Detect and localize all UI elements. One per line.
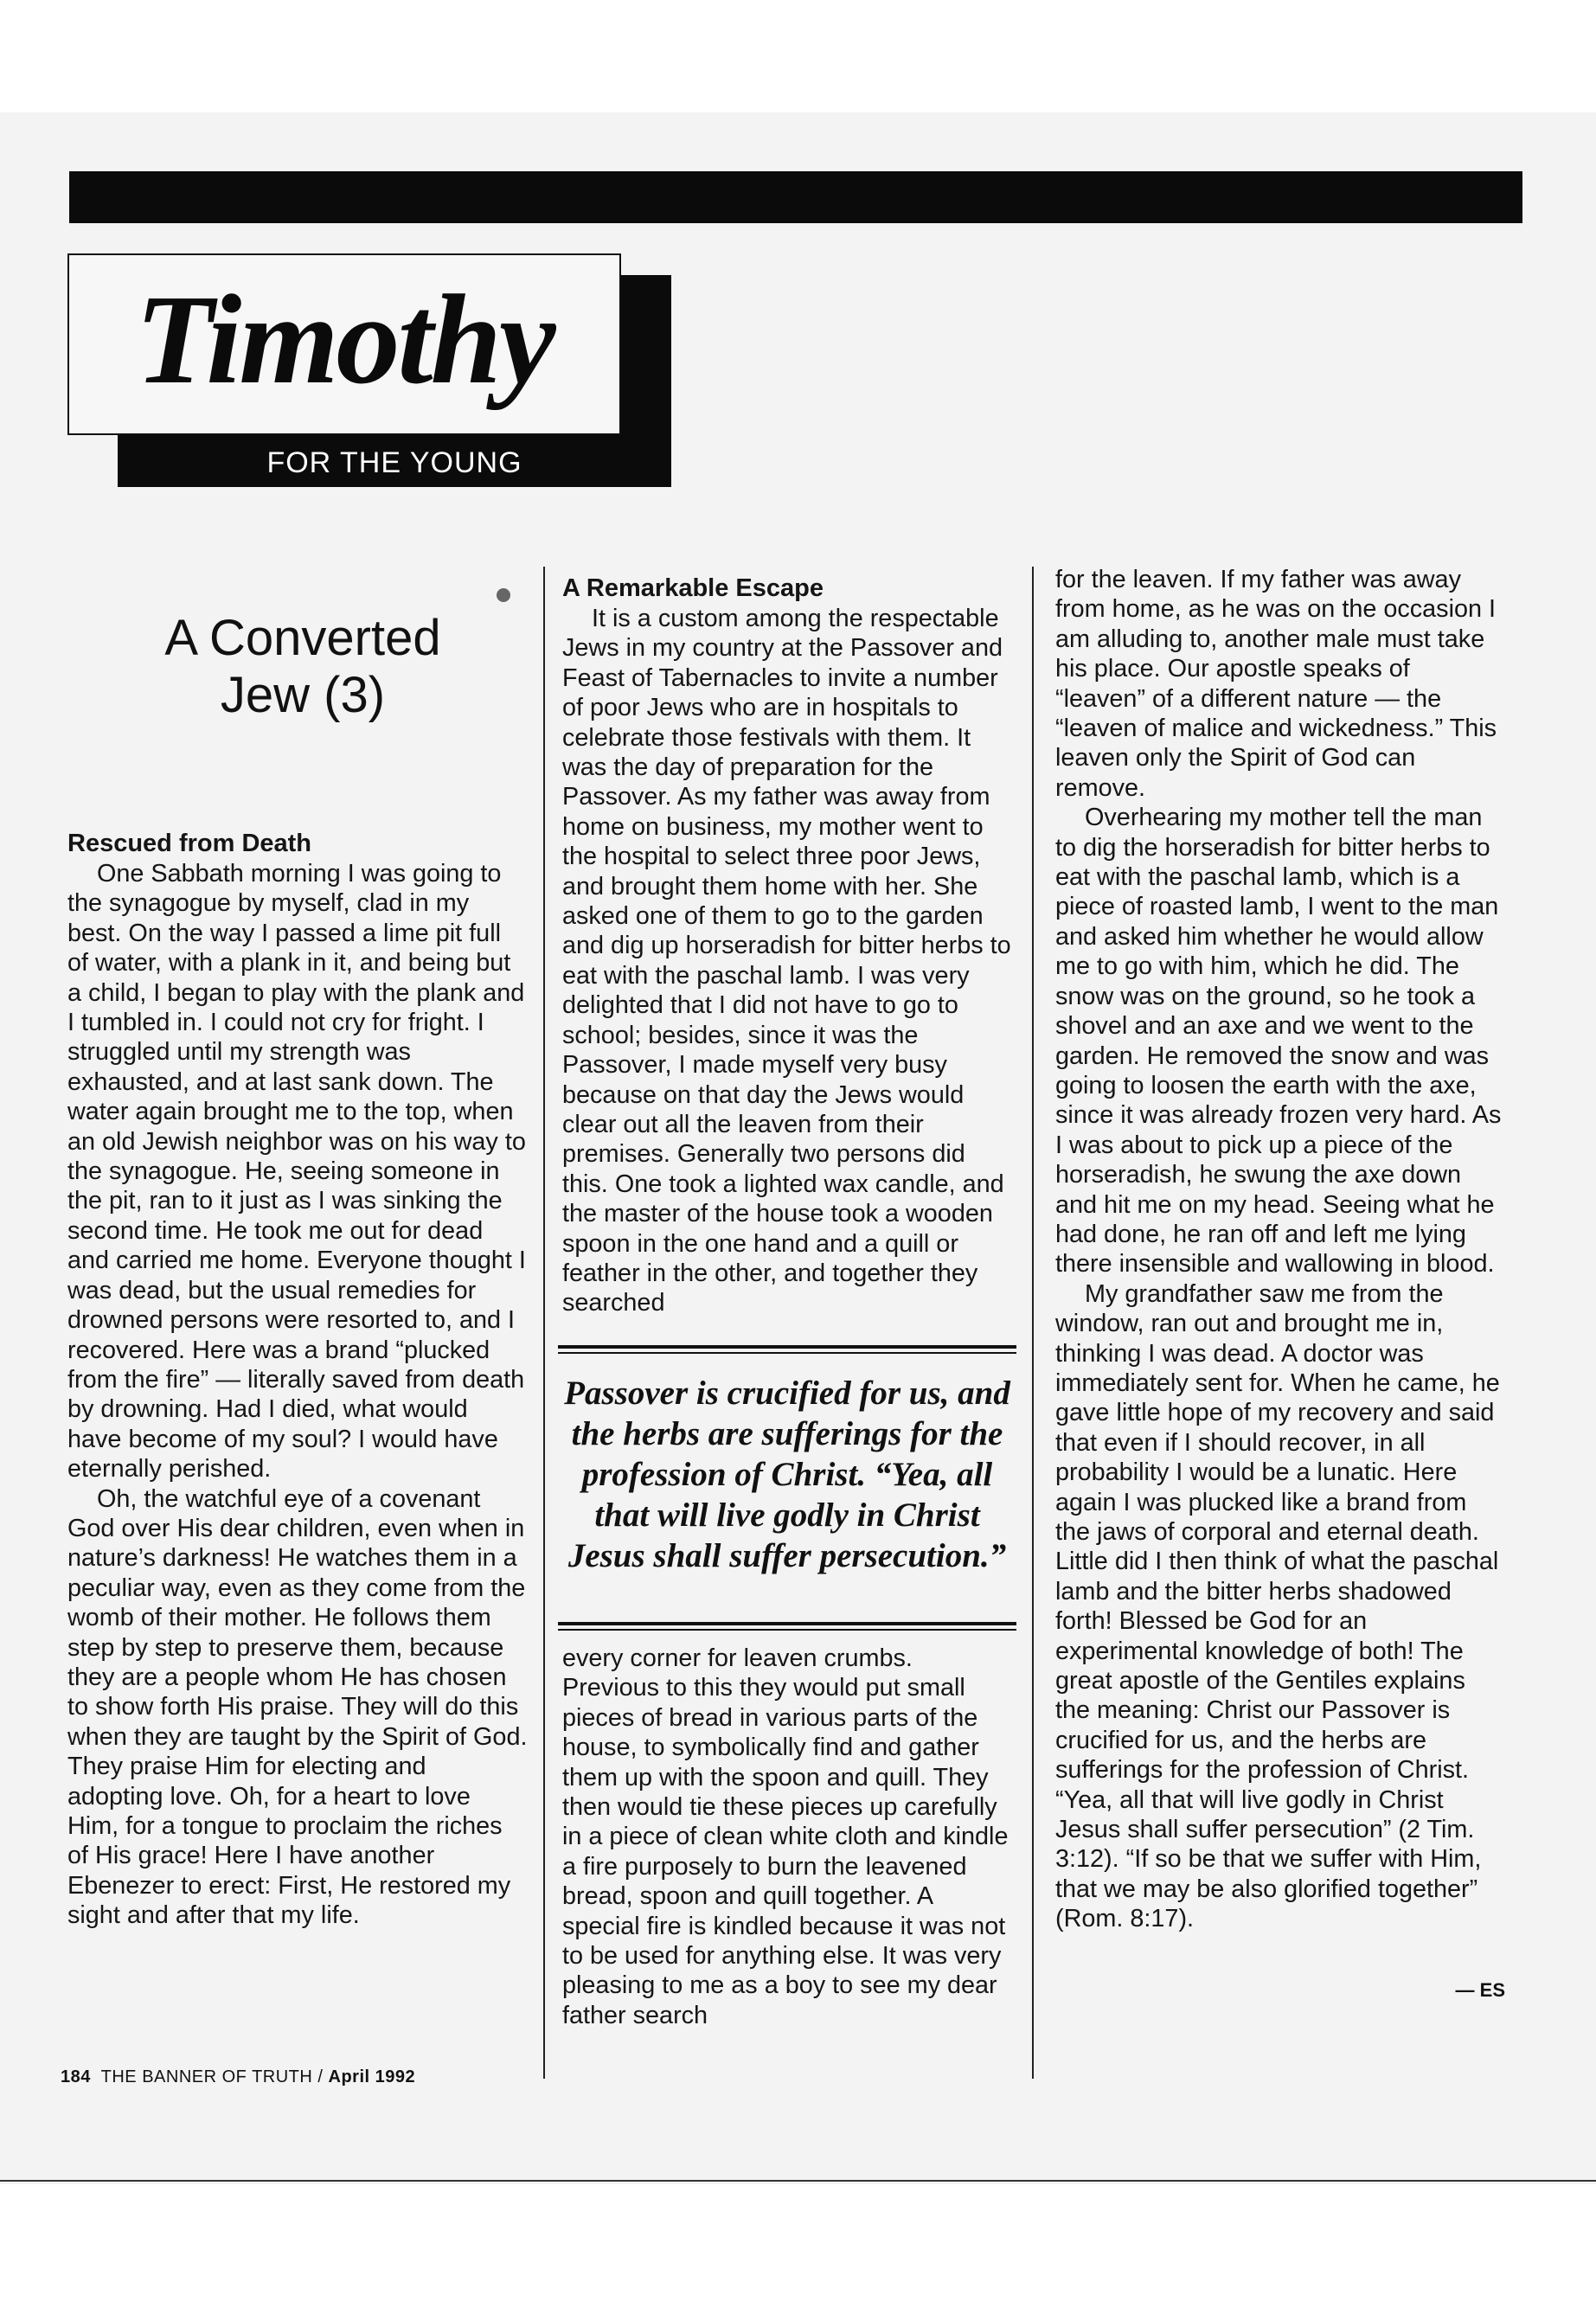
column-2-continued	[562, 1644, 1012, 2030]
pull-quote-text: Passover is crucified for us, and the herbs are sufferings for the profession of Christ. “Yea, all that will live godly in Christ Jesus shall suffer persecution.”	[564, 1375, 1010, 1574]
column-2	[562, 574, 1012, 1318]
paragraph: every corner for leaven crumbs. Previous to this they would put small pieces of bread in various parts of the house, to symbolically find and gather them up with the spoon and quill. They then would tie these pieces up carefully in a piece of clean white cloth and kindle a fire purposely to burn the leavened bread, spoon and quill together. A special fire is kindled because it was not to be used for anything else. It was very pleasing to me as a boy to see my dear father search	[562, 1644, 1009, 2029]
section-heading: Rescued from Death	[67, 830, 312, 857]
pull-quote-rule	[558, 1345, 1016, 1354]
page-number: 184	[61, 2067, 91, 2086]
pull-quote	[558, 1345, 1016, 1635]
paragraph: One Sabbath morning I was going to the synagogue by myself, clad in my best. On the way I passed a lime pit full of water, with a plank in it, and being but a child, I began to play with the plank and I tumbled in. I could not cry for fright. I struggled until my strength was exhausted, and at last sank down. The water again brought me to the top, when an old Jewish neighbor was on his way to the synagogue. He, seeing someone in the pit, ran to it just as I was sinking the second time. He took me out for dead and carried me home. Everyone thought I was dead, but the usual remedies for drowned persons were resorted to, and I recovered. Here was a brand “plucked from the fire” — literally saved from death by drowning. Had I died, what would have become of my soul? I would have eternally perished.	[67, 860, 526, 1484]
masthead-subtitle: FOR THE YOUNG	[266, 446, 522, 479]
author-signature: — ES	[1455, 1979, 1505, 2001]
column-divider	[1032, 567, 1034, 2079]
section-heading: A Remarkable Escape	[562, 574, 824, 602]
header-rule-bar	[69, 171, 1522, 223]
publication-name: THE BANNER OF TRUTH /	[100, 2067, 324, 2086]
pull-quote-rule	[558, 1622, 1016, 1631]
masthead-title: Timothy	[135, 269, 554, 411]
paragraph: It is a custom among the respectable Jews in my country at the Passover and Feast of Tabernacles to invite a number of poor Jews who are in hospitals to celebrate those festivals with them. It was the day of preparation for the Passover. As my father was away from home on business, my mother went to the hospital to select three poor Jews, and brought them home with her. She asked one of them to go to the garden and dig up horseradish for bitter herbs to eat with the paschal lamb. I was very delighted that I did not have to go to school; besides, since it was the Passover, I made myself very busy because on that day the Jews would clear out all the leaven from their premises. Generally two persons did this. One took a lighted wax candle, and the master of the house took a wooden spoon in the one hand and a quill or feather in the other, and together they searched	[562, 605, 1011, 1317]
ink-dot	[497, 588, 510, 602]
bottom-rule	[0, 2180, 1596, 2182]
issue-date: April 1992	[328, 2067, 416, 2086]
masthead	[67, 253, 621, 435]
column-1	[67, 829, 528, 1931]
paragraph: Overhearing my mother tell the man to dig the horseradish for bitter herbs to eat with the paschal lamb, which is a piece of roasted lamb, I went to the man and asked him whether he would allow me to go with him, which he did. The snow was on the ground, so he took a shovel and an axe and we went to the garden. He removed the snow and was going to loosen the earth with the axe, since it was already frozen very hard. As I was about to pick up a piece of the horseradish, he swung the axe down and hit me on my head. Seeing what he had done, he ran off and left me lying there insensible and wallowing in blood.	[1055, 804, 1502, 1279]
paragraph: for the leaven. If my father was away from home, as he was on the occasion I am alluding to, another male must take his place. Our apostle speaks of “leaven” of a different nature — the “leaven of malice and wickedness.” This leaven only the Spirit of God can remove.	[1055, 566, 1497, 802]
article-title	[130, 610, 476, 724]
page	[0, 112, 1596, 2184]
paragraph: Oh, the watchful eye of a covenant God over His dear children, even when in nature’s darkness! He watches them in a peculiar way, even as they come from the womb of their mother. He follows them step by step to preserve them, because they are a people whom He has chosen to show forth His praise. They will do this when they are taught by the Spirit of God. They praise Him for electing and adopting love. Oh, for a heart to love Him, for a tongue to proclaim the riches of His grace! Here I have another Ebenezer to erect: First, He restored my sight and after that my life.	[67, 1484, 528, 1930]
article-title-line-2: Jew (3)	[220, 667, 386, 723]
article-title-line-1: A Converted	[164, 610, 441, 666]
paragraph: My grandfather saw me from the window, ran out and brought me in, thinking I was dead. A doctor was immediately sent for. When he came, he gave little hope of my recovery and said that even if I should recover, in all probability I would be a lunatic. Here again I was plucked like a brand from the jaws of corporal and eternal death. Little did I then think of what the paschal lamb and the bitter herbs shadowed forth! Blessed be God for an experimental knowledge of both! The great apostle of the Gentiles explains the meaning: Christ our Passover is crucified for us, and the herbs are sufferings for the profession of Christ. “Yea, all that will live godly in Christ Jesus shall suffer persecution” (2 Tim. 3:12). “If so be that we suffer with Him, that we may be also glorified together” (Rom. 8:17).	[1055, 1279, 1500, 1933]
column-3	[1055, 565, 1505, 1934]
page-footer	[61, 2067, 415, 2087]
column-divider	[543, 567, 545, 2079]
